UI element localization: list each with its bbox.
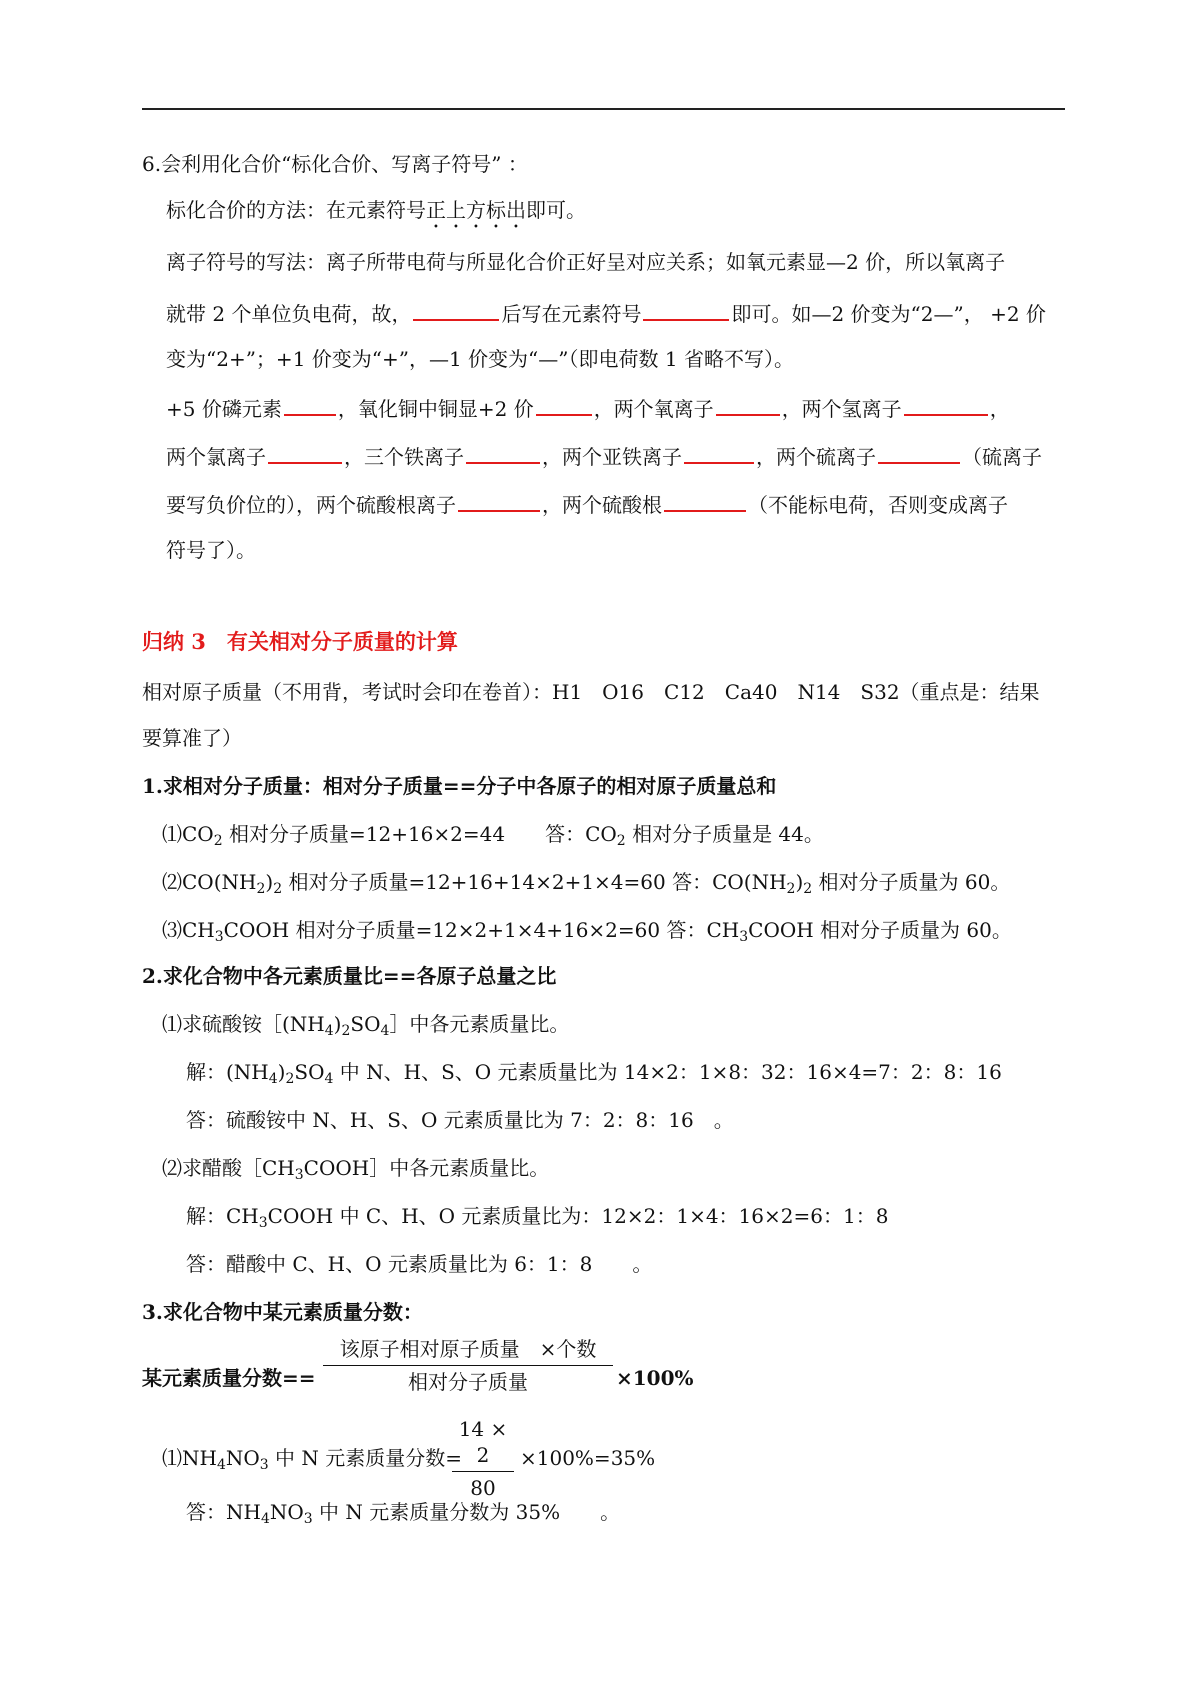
formula-numerator: 该原子相对原子质量 ×个数	[339, 1337, 597, 1361]
sec6-ion-line2: 就带 2 个单位负电荷，故， 后写在元素符号 即可。如—2 价变为“2—”， +2 价	[166, 297, 1046, 328]
q1-title: 1.求相对分子质量：相对分子质量==分子中各原子的相对原子质量总和	[142, 774, 777, 798]
answer-blank[interactable]	[664, 488, 746, 512]
sec6-title: 6.会利用化合价“标化合价、写离子符号” ：	[142, 152, 528, 176]
sec6-ion-line1: 离子符号的写法：离子所带电荷与所显化合价正好呈对应关系；如氧元素显—2 价，所以氧离子	[166, 250, 1006, 274]
answer-blank[interactable]	[268, 440, 342, 464]
answer-blank[interactable]	[716, 392, 780, 416]
q2-problem2: ⑵求醋酸$[CH_3COOH]$中各元素质量比。	[162, 1156, 550, 1183]
q3-example-result: ×100%=35%	[520, 1446, 656, 1470]
answer-blank[interactable]	[878, 440, 960, 464]
answer-blank[interactable]	[643, 297, 729, 321]
q2-answer2: 答：醋酸中 C、H、O 元素质量比为 6：1：8 。	[186, 1252, 653, 1276]
q1-item3: $⑶CH_3COOH$ 相对分子质量=12×2+1×4+16×2=60 答：$CH_3COOH$ 相对分子质量为 60。	[162, 918, 1012, 945]
q3-title: 3.求化合物中某元素质量分数：	[142, 1300, 423, 1324]
section-heading: 归纳 3 有关相对分子质量的计算	[142, 629, 458, 654]
atomic-mass-line2: 要算准了）	[142, 726, 242, 750]
sec6-exercise-line4: 符号了）。	[166, 538, 256, 562]
answer-blank[interactable]	[284, 392, 336, 416]
q2-title: 2.求化合物中各元素质量比==各原子总量之比	[142, 964, 557, 988]
header-rule	[142, 108, 1065, 110]
sec6-method: 标化合价的方法：在元素符号正上方标出即可。	[166, 198, 586, 222]
formula-label: 某元素质量分数==	[142, 1366, 316, 1390]
fraction-bar	[323, 1365, 613, 1366]
example-fraction	[452, 1416, 514, 1501]
atomic-mass-line1: 相对原子质量（不用背，考试时会印在卷首）：H1 O16 C12 Ca40 N14 S32（重点是：结果	[142, 680, 1040, 704]
sec6-exercise-line3: 要写负价位的），两个硫酸根离子 ，两个硫酸根 （不能标电荷，否则变成离子	[166, 488, 1008, 519]
answer-blank[interactable]	[458, 488, 540, 512]
q3-answer: 答：$NH_4NO_3$ 中 N 元素质量分数为 35% 。	[186, 1500, 621, 1527]
q2-solution2: 解：$CH_3COOH$ 中 C、H、O 元素质量比为：12×2：1×4：16×2=6：1：8	[186, 1204, 889, 1231]
answer-blank[interactable]	[536, 392, 592, 416]
answer-blank[interactable]	[466, 440, 540, 464]
mass-fraction-formula	[323, 1336, 613, 1395]
q2-problem1: ⑴求硫酸铵$[(NH_4)_2SO_4]$中各元素质量比。	[162, 1012, 570, 1039]
emphasized-text: 正上方标出	[426, 198, 526, 222]
q3-example: $⑴NH_4NO_3$ 中 N 元素质量分数=	[162, 1446, 463, 1473]
q2-answer1: 答：硫酸铵中 N、H、S、O 元素质量比为 7：2：8：16 。	[186, 1108, 734, 1132]
formula-tail: ×100%	[616, 1366, 694, 1390]
fraction-bar	[452, 1471, 514, 1472]
example-denominator: 80	[470, 1476, 496, 1500]
sec6-exercise-line2: 两个氯离子 ，三个铁离子 ，两个亚铁离子 ，两个硫离子 （硫离子	[166, 440, 1042, 471]
example-numerator: 14 × 2	[458, 1417, 508, 1467]
q1-item2: $⑵CO(NH_2)_2$ 相对分子质量=12+16+14×2+1×4=60 答：$CO(NH_2)_2$ 相对分子质量为 60。	[162, 870, 1011, 897]
sec6-ion-line3: 变为“2+”；+1 价变为“+”，—1 价变为“—”（即电荷数 1 省略不写）。	[166, 347, 794, 371]
sec6-exercise-line1: +5 价磷元素 ，氧化铜中铜显+2 价 ，两个氧离子 ，两个氢离子 ，	[166, 392, 1010, 423]
answer-blank[interactable]	[413, 297, 499, 321]
answer-blank[interactable]	[904, 392, 988, 416]
q1-item1: $⑴CO_2$ 相对分子质量=12+16×2=44 答：$CO_2$ 相对分子质量是 44。	[162, 822, 824, 849]
formula-denominator: 相对分子质量	[408, 1370, 528, 1394]
answer-blank[interactable]	[684, 440, 754, 464]
q2-solution1: 解：$(NH_4)_2SO_4$ 中 N、H、S、O 元素质量比为 14×2：1×8：32：16×4=7：2：8：16	[186, 1060, 1002, 1087]
